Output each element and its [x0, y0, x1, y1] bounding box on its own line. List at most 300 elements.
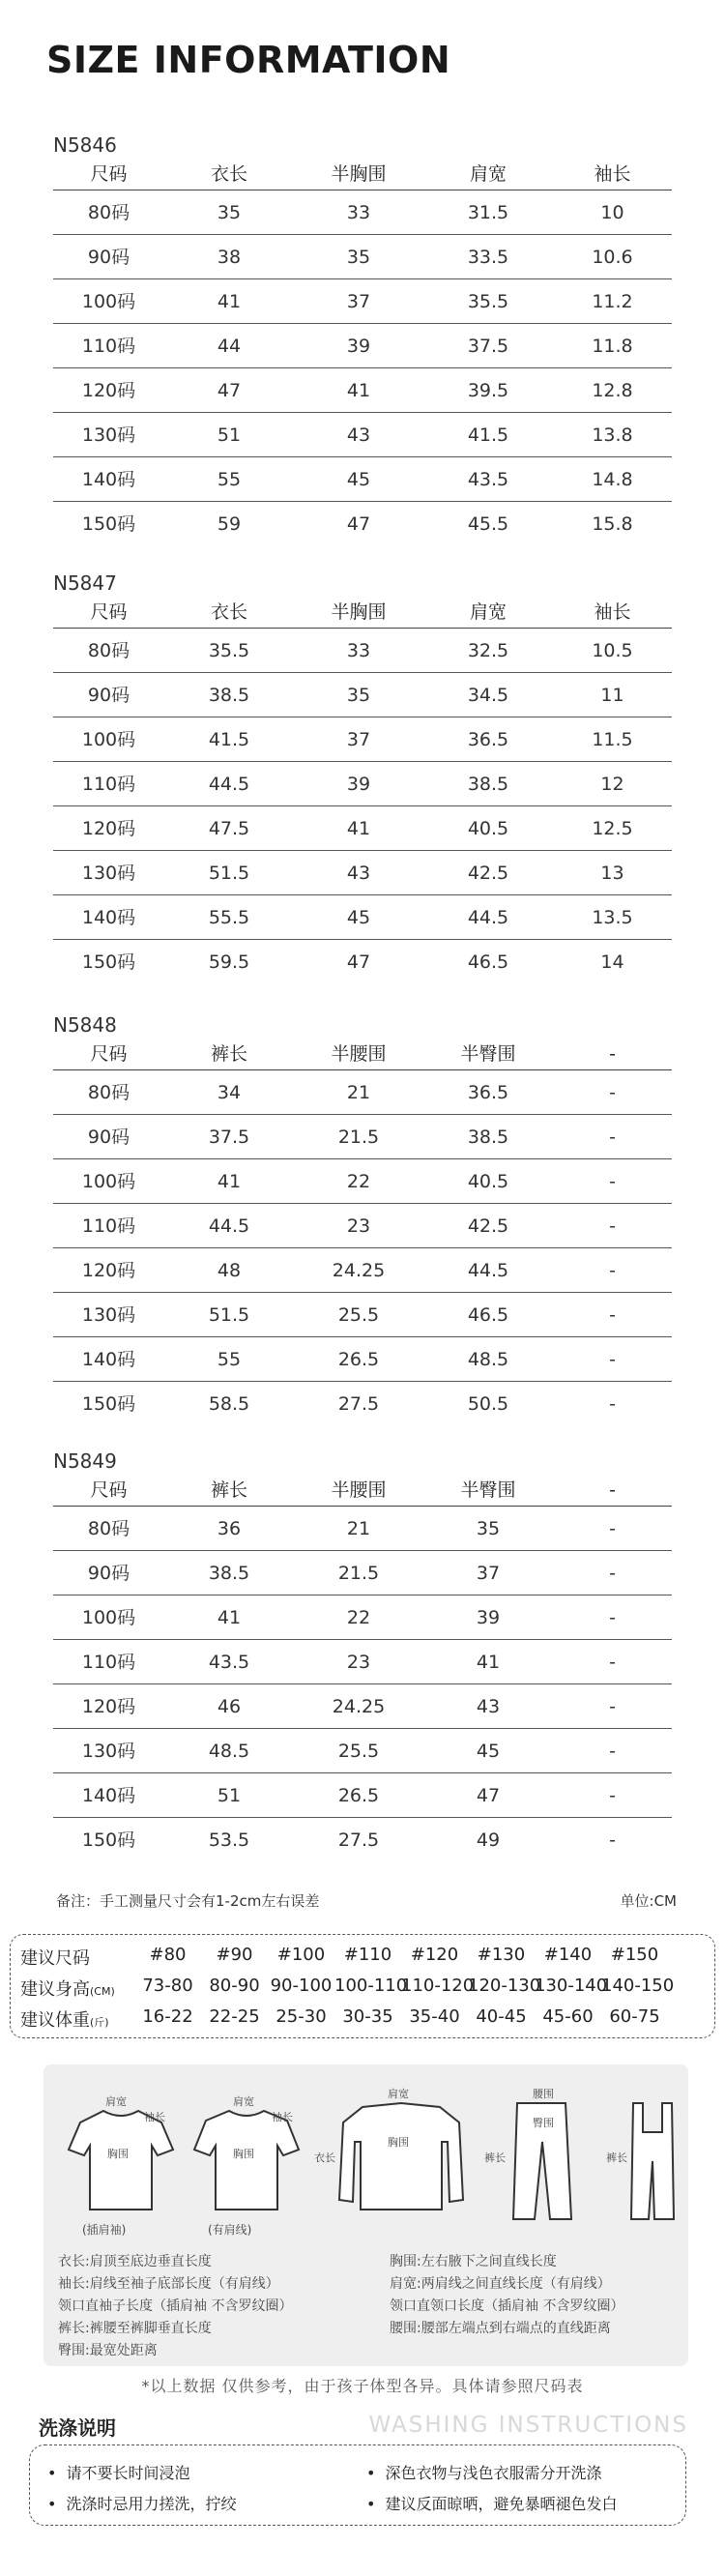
recommended-size-box	[10, 1934, 715, 2038]
table-cell: 47.5	[208, 818, 250, 839]
table-cell: 27.5	[337, 1830, 380, 1851]
table-cell: 80码	[87, 1518, 130, 1539]
header-cell: 袖长	[594, 601, 631, 623]
table-cell: -	[609, 1830, 616, 1851]
table-cell: 90码	[87, 247, 130, 268]
table-cell: -	[609, 1393, 616, 1415]
table-cell: 41	[217, 291, 242, 312]
unit-label: 单位:CM	[620, 1892, 677, 1910]
table-cell: 38.5	[467, 774, 509, 795]
table-cell: 34.5	[467, 685, 509, 706]
garment-diagrams	[44, 2064, 688, 2239]
table-row	[53, 1773, 672, 1818]
table-row	[53, 1293, 672, 1337]
table-body	[53, 629, 672, 984]
shoulder-label: 肩宽	[388, 2088, 409, 2100]
header-cell: 裤长	[210, 1479, 247, 1501]
table-row	[53, 940, 672, 984]
table-row	[53, 324, 672, 368]
definition-line: 腰围:腰部左端点到右端点的直线距离	[390, 2321, 611, 2336]
table-body	[53, 1507, 672, 1862]
table-cell: 25.5	[337, 1304, 380, 1326]
table-cell: 21	[346, 1518, 371, 1539]
size-table-n5849	[53, 1449, 672, 1862]
table-cell: 15.8	[592, 513, 633, 535]
table-cell: 51	[217, 424, 242, 446]
recommend-value: 45-60	[542, 2006, 594, 2027]
recommend-value: 140-150	[601, 1976, 675, 1996]
header-cell: 半腰围	[331, 1479, 387, 1501]
table-cell: 45	[476, 1741, 501, 1762]
recommend-value: 40-45	[476, 2006, 527, 2027]
table-cell: 59.5	[208, 951, 250, 973]
note-text: 备注：手工测量尺寸会有1-2cm左右误差	[56, 1892, 320, 1910]
recommend-value: 110-120	[401, 1976, 475, 1996]
chest-label: 胸围	[388, 2136, 409, 2149]
table-cell: 130码	[81, 1304, 136, 1326]
recommend-value: 73-80	[142, 1976, 193, 1996]
table-cell: 10.6	[592, 247, 633, 268]
recommend-value: #100	[276, 1945, 326, 1965]
table-cell: 46	[217, 1696, 242, 1717]
recommend-value: 80-90	[209, 1976, 260, 1996]
recommend-value: 30-35	[342, 2006, 393, 2027]
table-cell: 23	[346, 1652, 371, 1673]
table-cell: -	[609, 1082, 616, 1103]
definition-line: 领口直领口长度（插肩袖 不含罗纹圈）	[390, 2298, 624, 2314]
table-row	[53, 1684, 672, 1729]
table-cell: 47	[346, 951, 371, 973]
recommend-value: #80	[149, 1945, 187, 1965]
table-cell: 35	[217, 202, 242, 223]
table-row	[53, 717, 672, 762]
table-row	[53, 279, 672, 324]
table-cell: 35.5	[208, 640, 250, 661]
recommend-value: 100-110	[334, 1976, 408, 1996]
table-cell: 40.5	[467, 818, 509, 839]
table-cell: 90码	[87, 685, 130, 706]
table-cell: 37.5	[467, 336, 509, 357]
table-cell: 47	[346, 513, 371, 535]
table-cell: 51.5	[208, 1304, 250, 1326]
table-cell: 110码	[81, 1215, 136, 1237]
wash-title-en: WASHING INSTRUCTIONS	[368, 2413, 688, 2438]
table-cell: 10	[600, 202, 624, 223]
table-cell: -	[609, 1171, 616, 1192]
table-cell: 51.5	[208, 863, 250, 884]
recommend-value: 90-100	[270, 1976, 333, 1996]
table-cell: 90码	[87, 1127, 130, 1148]
header-cell: 肩宽	[469, 601, 507, 623]
table-cell: 24.25	[332, 1696, 386, 1717]
table-row	[53, 502, 672, 546]
table-cell: 59	[217, 513, 242, 535]
definition-line: 肩宽:两肩线之间直线长度（有肩线）	[390, 2276, 611, 2292]
table-cell: 14.8	[592, 469, 633, 490]
disclaimer: *以上数据 仅供参考，由于孩子体型各异。具体请参照尺码表	[141, 2377, 584, 2395]
table-cell: 14	[600, 951, 624, 973]
table-row	[53, 1115, 672, 1159]
recommend-value: 130-140	[535, 1976, 608, 1996]
table-cell: 31.5	[467, 202, 509, 223]
table-cell: 44.5	[467, 907, 509, 928]
definitions-left	[58, 2251, 292, 2362]
definition-line: 领口直袖子长度（插肩袖 不含罗纹圈）	[58, 2298, 293, 2314]
definition-line: 胸围:左右腋下之间直线长度	[390, 2254, 557, 2269]
table-header	[53, 1038, 672, 1070]
table-cell: 43.5	[467, 469, 509, 490]
weight-values	[134, 2006, 668, 2032]
table-cell: 120码	[81, 380, 136, 401]
table-cell: 150码	[81, 1393, 136, 1415]
table-row	[53, 1729, 672, 1773]
table-cell: 23	[346, 1215, 371, 1237]
table-cell: 35	[476, 1518, 501, 1539]
overalls-icon	[631, 2103, 674, 2219]
header-cell: -	[609, 1043, 616, 1065]
chest-label: 胸围	[233, 2148, 254, 2160]
table-cell: 27.5	[337, 1393, 380, 1415]
table-header	[53, 596, 672, 629]
pants-length-label: 裤长	[606, 2152, 627, 2164]
header-cell: 尺码	[90, 163, 128, 185]
table-cell: 11.2	[592, 291, 633, 312]
table-row	[53, 1204, 672, 1248]
table-header	[53, 158, 672, 190]
table-cell: 36	[217, 1518, 242, 1539]
row-label	[20, 2006, 134, 2032]
table-cell: 130码	[81, 863, 136, 884]
table-cell: 21	[346, 1082, 371, 1103]
table-cell: 53.5	[208, 1830, 250, 1851]
table-cell: -	[609, 1304, 616, 1326]
table-cell: -	[609, 1349, 616, 1370]
table-cell: 41.5	[208, 729, 250, 750]
table-cell: 37	[476, 1563, 501, 1584]
table-cell: 41	[346, 380, 371, 401]
table-cell: -	[609, 1127, 616, 1148]
table-cell: 38.5	[208, 1563, 250, 1584]
table-cell: 22	[346, 1607, 371, 1628]
table-cell: 37.5	[208, 1127, 250, 1148]
table-cell: 46.5	[467, 1304, 509, 1326]
table-cell: 80码	[87, 202, 130, 223]
size-table-n5847	[53, 571, 672, 984]
table-cell: 100码	[81, 291, 136, 312]
table-cell: 80码	[87, 1082, 130, 1103]
table-cell: 120码	[81, 1260, 136, 1281]
table-cell: 110码	[81, 336, 136, 357]
wash-item: • 建议反面晾晒，避免暴晒褪色发白	[366, 2492, 617, 2514]
table-cell: 120码	[81, 1696, 136, 1717]
table-row	[53, 235, 672, 279]
table-cell: 47	[476, 1785, 501, 1806]
recommend-value: 60-75	[609, 2006, 660, 2027]
table-cell: 48.5	[208, 1741, 250, 1762]
definition-line: 衣长:肩顶至底边垂直长度	[58, 2254, 212, 2269]
header-cell: 半胸围	[331, 163, 387, 185]
table-cell: 44.5	[208, 774, 250, 795]
table-cell: 39.5	[467, 380, 509, 401]
recommend-value: #140	[543, 1945, 593, 1965]
table-cell: 24.25	[332, 1260, 386, 1281]
table-cell: 140码	[81, 1349, 136, 1370]
table-cell: 40.5	[467, 1171, 509, 1192]
table-cell: 100码	[81, 729, 136, 750]
header-cell: 衣长	[210, 163, 247, 185]
recommend-value: 35-40	[409, 2006, 460, 2027]
table-cell: 100码	[81, 1171, 136, 1192]
table-cell: 45	[346, 469, 371, 490]
table-row	[53, 1818, 672, 1862]
table-cell: 12.5	[592, 818, 633, 839]
table-cell: 58.5	[208, 1393, 250, 1415]
recommend-value: #130	[477, 1945, 526, 1965]
table-cell: 46.5	[467, 951, 509, 973]
height-values	[134, 1976, 675, 2001]
table-cell: 32.5	[467, 640, 509, 661]
height-label: 建议身高	[20, 1979, 90, 2000]
recommend-value: 120-130	[468, 1976, 541, 1996]
table-cell: 44.5	[467, 1260, 509, 1281]
shoulder-label: 肩宽	[105, 2095, 127, 2108]
product-code: N5849	[53, 1449, 117, 1473]
table-cell: 43	[346, 424, 371, 446]
table-cell: 47	[217, 380, 242, 401]
waist-label: 腰围	[533, 2088, 554, 2100]
table-cell: 11.8	[592, 336, 633, 357]
shoulder-label: 肩宽	[233, 2095, 254, 2108]
table-cell: 41.5	[467, 424, 509, 446]
table-cell: 42.5	[467, 863, 509, 884]
header-cell: 尺码	[90, 1043, 128, 1065]
header-cell: 尺码	[90, 601, 128, 623]
weight-label: 建议体重	[20, 2010, 90, 2031]
table-row	[53, 1507, 672, 1551]
table-cell: 35	[346, 685, 371, 706]
body-length-label: 衣长	[314, 2152, 335, 2164]
definitions-right	[390, 2251, 624, 2340]
table-cell: 33	[346, 640, 371, 661]
table-row	[53, 413, 672, 457]
table-cell: 90码	[87, 1563, 130, 1584]
table-cell: 33	[346, 202, 371, 223]
recommended-height-row	[20, 1976, 675, 2001]
table-cell: 130码	[81, 424, 136, 446]
header-cell: 半腰围	[331, 1043, 387, 1065]
table-cell: -	[609, 1260, 616, 1281]
row-label	[20, 1976, 134, 2001]
recommend-value: #120	[410, 1945, 459, 1965]
table-cell: 45.5	[467, 513, 509, 535]
definition-line: 袖长:肩线至袖子底部长度（有肩线）	[58, 2276, 279, 2292]
measurement-note	[56, 1890, 677, 1911]
table-cell: 37	[346, 729, 371, 750]
table-cell: 48.5	[467, 1349, 509, 1370]
definition-line: 裤长:裤腰至裤脚垂直长度	[58, 2321, 212, 2336]
definition-line: 臀围:最宽处距离	[58, 2343, 158, 2358]
table-cell: 34	[217, 1082, 242, 1103]
sleeve-label: 袖长	[272, 2111, 293, 2123]
table-row	[53, 368, 672, 413]
table-cell: 37	[346, 291, 371, 312]
header-cell: -	[609, 1479, 616, 1501]
header-cell: 半胸围	[331, 601, 387, 623]
table-cell: 21.5	[337, 1127, 380, 1148]
hip-label: 臀围	[533, 2117, 554, 2129]
recommend-value: 25-30	[276, 2006, 327, 2027]
table-row	[53, 895, 672, 940]
wash-item: • 请不要长时间浸泡	[47, 2461, 189, 2483]
product-code: N5847	[53, 571, 117, 595]
table-cell: 130码	[81, 1741, 136, 1762]
table-row	[53, 673, 672, 717]
table-cell: 13.8	[592, 424, 633, 446]
table-cell: 49	[476, 1830, 501, 1851]
recommend-value: #110	[343, 1945, 392, 1965]
table-cell: 44	[217, 336, 242, 357]
table-cell: 33.5	[467, 247, 509, 268]
jacket-icon	[339, 2103, 463, 2210]
table-cell: 43	[346, 863, 371, 884]
header-cell: 裤长	[210, 1043, 247, 1065]
shoulder-caption: (有肩线)	[208, 2223, 252, 2237]
table-cell: 26.5	[337, 1785, 380, 1806]
sleeve-label: 袖长	[144, 2111, 165, 2123]
table-row	[53, 806, 672, 851]
table-cell: 13	[600, 863, 624, 884]
table-cell: -	[609, 1563, 616, 1584]
table-cell: 21.5	[337, 1563, 380, 1584]
wash-instructions-box	[29, 2444, 686, 2526]
table-cell: 41	[217, 1171, 242, 1192]
table-cell: 39	[346, 774, 371, 795]
table-cell: 38	[217, 247, 242, 268]
shoulder-tee-icon	[194, 2111, 299, 2210]
table-cell: 42.5	[467, 1215, 509, 1237]
wash-title: 洗涤说明	[39, 2416, 116, 2440]
table-row	[53, 1159, 672, 1204]
table-cell: 12	[600, 774, 624, 795]
table-cell: 36.5	[467, 729, 509, 750]
table-cell: 38.5	[467, 1127, 509, 1148]
table-cell: 36.5	[467, 1082, 509, 1103]
table-cell: 12.8	[592, 380, 633, 401]
table-cell: 48	[217, 1260, 242, 1281]
table-cell: 11.5	[592, 729, 633, 750]
table-cell: -	[609, 1607, 616, 1628]
header-cell: 半臀围	[460, 1479, 516, 1501]
table-cell: 80码	[87, 640, 130, 661]
table-cell: 22	[346, 1171, 371, 1192]
table-cell: 39	[346, 336, 371, 357]
table-cell: -	[609, 1518, 616, 1539]
table-cell: 13.5	[592, 907, 633, 928]
raglan-caption: (插肩袖)	[82, 2223, 127, 2237]
recommend-value: #150	[610, 1945, 659, 1965]
table-row	[53, 1595, 672, 1640]
table-cell: 39	[476, 1607, 501, 1628]
table-cell: 25.5	[337, 1741, 380, 1762]
table-cell: 43.5	[208, 1652, 250, 1673]
table-row	[53, 1248, 672, 1293]
row-label: 建议尺码	[20, 1948, 90, 1969]
table-cell: 26.5	[337, 1349, 380, 1370]
header-cell: 肩宽	[469, 163, 507, 185]
table-cell: 110码	[81, 774, 136, 795]
header-cell: 半臀围	[460, 1043, 516, 1065]
table-body	[53, 1070, 672, 1426]
table-cell: 38.5	[208, 685, 250, 706]
table-cell: 55.5	[208, 907, 250, 928]
table-cell: 51	[217, 1785, 242, 1806]
pants-length-label: 裤长	[484, 2152, 506, 2164]
header-cell: 衣长	[210, 601, 247, 623]
size-values	[134, 1945, 668, 1970]
table-cell: 55	[217, 1349, 242, 1370]
table-cell: -	[609, 1785, 616, 1806]
table-header	[53, 1474, 672, 1507]
page-title: SIZE INFORMATION	[46, 39, 451, 81]
table-cell: 11	[600, 685, 624, 706]
table-row	[53, 851, 672, 895]
table-cell: 41	[217, 1607, 242, 1628]
table-cell: 41	[346, 818, 371, 839]
wash-item: • 洗涤时忌用力搓洗，拧绞	[47, 2492, 236, 2514]
raglan-tee-icon	[69, 2111, 173, 2210]
table-cell: 150码	[81, 951, 136, 973]
table-row	[53, 1551, 672, 1595]
recommend-value: 22-25	[209, 2006, 260, 2027]
table-row	[53, 1382, 672, 1426]
table-row	[53, 457, 672, 502]
table-cell: 120码	[81, 818, 136, 839]
table-cell: 150码	[81, 1830, 136, 1851]
table-cell: 44.5	[208, 1215, 250, 1237]
table-cell: 10.5	[592, 640, 633, 661]
header-cell: 袖长	[594, 163, 631, 185]
recommend-value: 16-22	[142, 2006, 193, 2027]
table-row	[53, 1640, 672, 1684]
table-cell: 110码	[81, 1652, 136, 1673]
table-cell: 140码	[81, 1785, 136, 1806]
table-cell: -	[609, 1741, 616, 1762]
table-cell: 140码	[81, 907, 136, 928]
table-cell: 100码	[81, 1607, 136, 1628]
table-body	[53, 190, 672, 546]
recommend-value: #90	[216, 1945, 253, 1965]
recommended-size-row	[20, 1945, 668, 1970]
weight-unit: (斤)	[90, 2016, 109, 2029]
header-cell: 尺码	[90, 1479, 128, 1501]
table-cell: -	[609, 1696, 616, 1717]
table-cell: 35	[346, 247, 371, 268]
wash-item: • 深色衣物与浅色衣服需分开洗涤	[366, 2461, 601, 2483]
table-cell: 150码	[81, 513, 136, 535]
recommended-weight-row	[20, 2006, 668, 2032]
table-cell: 35.5	[467, 291, 509, 312]
size-table-n5846	[53, 132, 672, 546]
table-cell: 43	[476, 1696, 501, 1717]
product-code: N5848	[53, 1013, 117, 1037]
table-cell: 50.5	[467, 1393, 509, 1415]
height-unit: (CM)	[90, 1985, 115, 1998]
table-cell: 140码	[81, 469, 136, 490]
table-cell: 41	[476, 1652, 501, 1673]
table-row	[53, 762, 672, 806]
table-row	[53, 1337, 672, 1382]
table-row	[53, 629, 672, 673]
